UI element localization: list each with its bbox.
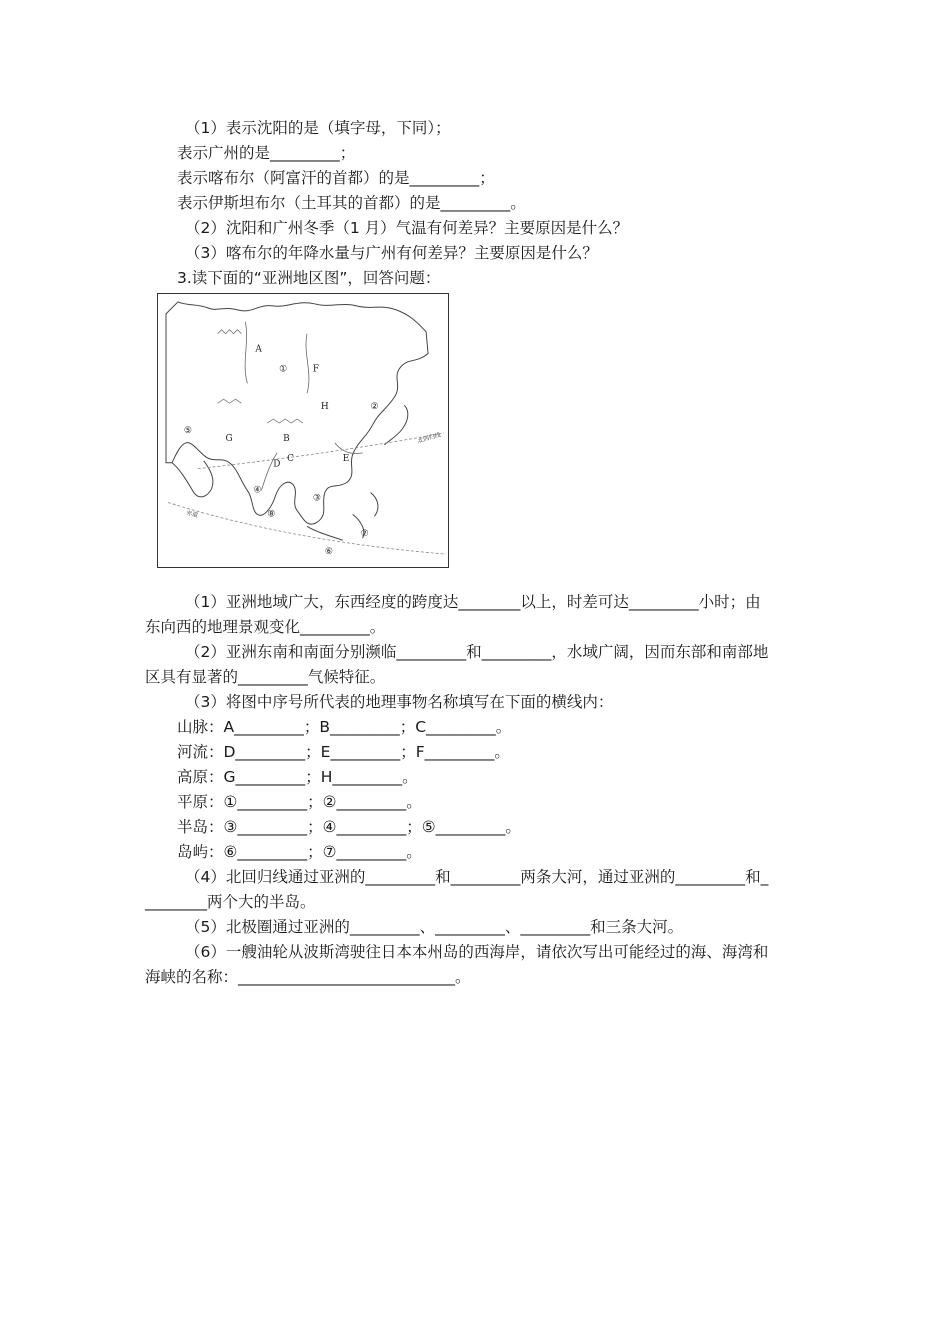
q3-intro: 3.读下面的“亚洲地区图”，回答问题： (177, 269, 441, 287)
q3-p3: （3）将图中序号所代表的地理事物名称填写在下面的横线内： (185, 693, 614, 711)
q2-item1-kabul: 表示喀布尔（阿富汗的首都）的是_________； (177, 169, 495, 187)
q2-item3: （3）喀布尔的年降水量与广州有何差异？主要原因是什么？ (185, 244, 598, 262)
map-letter-c: C (287, 453, 294, 464)
q3-plateaus: 高原：G_________；H_________。 (177, 768, 418, 786)
rivers (245, 322, 362, 491)
map-number-4: ④ (253, 485, 262, 496)
map-letter-d: D (273, 459, 281, 470)
map-letter-g: G (225, 433, 233, 444)
map-letter-a: A (255, 344, 262, 355)
q2-item2: （2）沈阳和广州冬季（1 月）气温有何差异？主要原因是什么？ (185, 219, 629, 237)
map-letter-f: F (312, 364, 320, 375)
tropic-of-cancer-line (198, 433, 444, 469)
q3-p1-line2: 东向西的地理景观变化_________。 (145, 618, 386, 636)
q3-p4-line1: （4）北回归线通过亚洲的_________和_________两条大河，通过亚洲的_________和_ (185, 868, 769, 886)
japan-islands (384, 405, 407, 445)
q3-rivers: 河流：D_________；E_________；F_________。 (177, 743, 510, 761)
map-number-8: ⑧ (267, 509, 276, 520)
asia-coastline (166, 302, 428, 524)
q3-p6-line2: 海峡的名称：____________________________。 (145, 968, 471, 986)
asia-map (157, 293, 449, 568)
q3-p6-line1: （6）一艘油轮从波斯湾驶往日本本州岛的西海岸，请依次写出可能经过的海、海湾和 (185, 943, 769, 961)
map-letter-e: E (342, 453, 350, 464)
asia-map-drawing (158, 294, 448, 567)
q3-plains: 平原：①_________；②_________。 (177, 793, 422, 811)
q3-peninsulas: 半岛：③_________；④_________；⑤_________。 (177, 818, 521, 836)
q2-item1-istanbul: 表示伊斯坦布尔（土耳其的首都）的是_________。 (177, 194, 526, 212)
q2-item1: （1）表示沈阳的是（填字母，下同）； (185, 119, 451, 137)
q3-p2-line1: （2）亚洲东南和南面分别濒临_________和_________，水域广阔，因而东部和南部地 (185, 643, 769, 661)
equator-label: 赤道 (185, 509, 199, 520)
map-number-5: ⑤ (183, 425, 192, 436)
q3-p5: （5）北极圈通过亚洲的_________、_________、_________和三条大河。 (185, 918, 684, 936)
map-number-1: ① (279, 364, 288, 375)
q3-p1-line1: （1）亚洲地域广大，东西经度的跨度达________以上，时差可达_________小时；由 (185, 593, 761, 611)
map-number-3: ③ (312, 493, 321, 504)
equator-line (168, 502, 446, 554)
map-letter-h: H (320, 402, 329, 413)
q3-mountains: 山脉：A_________；B_________；C_________。 (177, 718, 512, 736)
arabian-peninsula (172, 461, 213, 497)
q2-item1-guangzhou: 表示广州的是_________； (177, 144, 356, 162)
q3-p4-line2: ________两个大的半岛。 (145, 893, 316, 911)
map-number-6: ⑥ (324, 547, 333, 558)
map-number-2: ② (370, 402, 379, 413)
q3-islands: 岛屿：⑥_________；⑦_________。 (177, 843, 422, 861)
map-number-7: ⑦ (360, 529, 369, 540)
map-letter-b: B (283, 433, 290, 444)
q3-p2-line2: 区具有显著的_________气候特征。 (145, 668, 386, 686)
tropic-label: 北回归线 (416, 431, 442, 445)
